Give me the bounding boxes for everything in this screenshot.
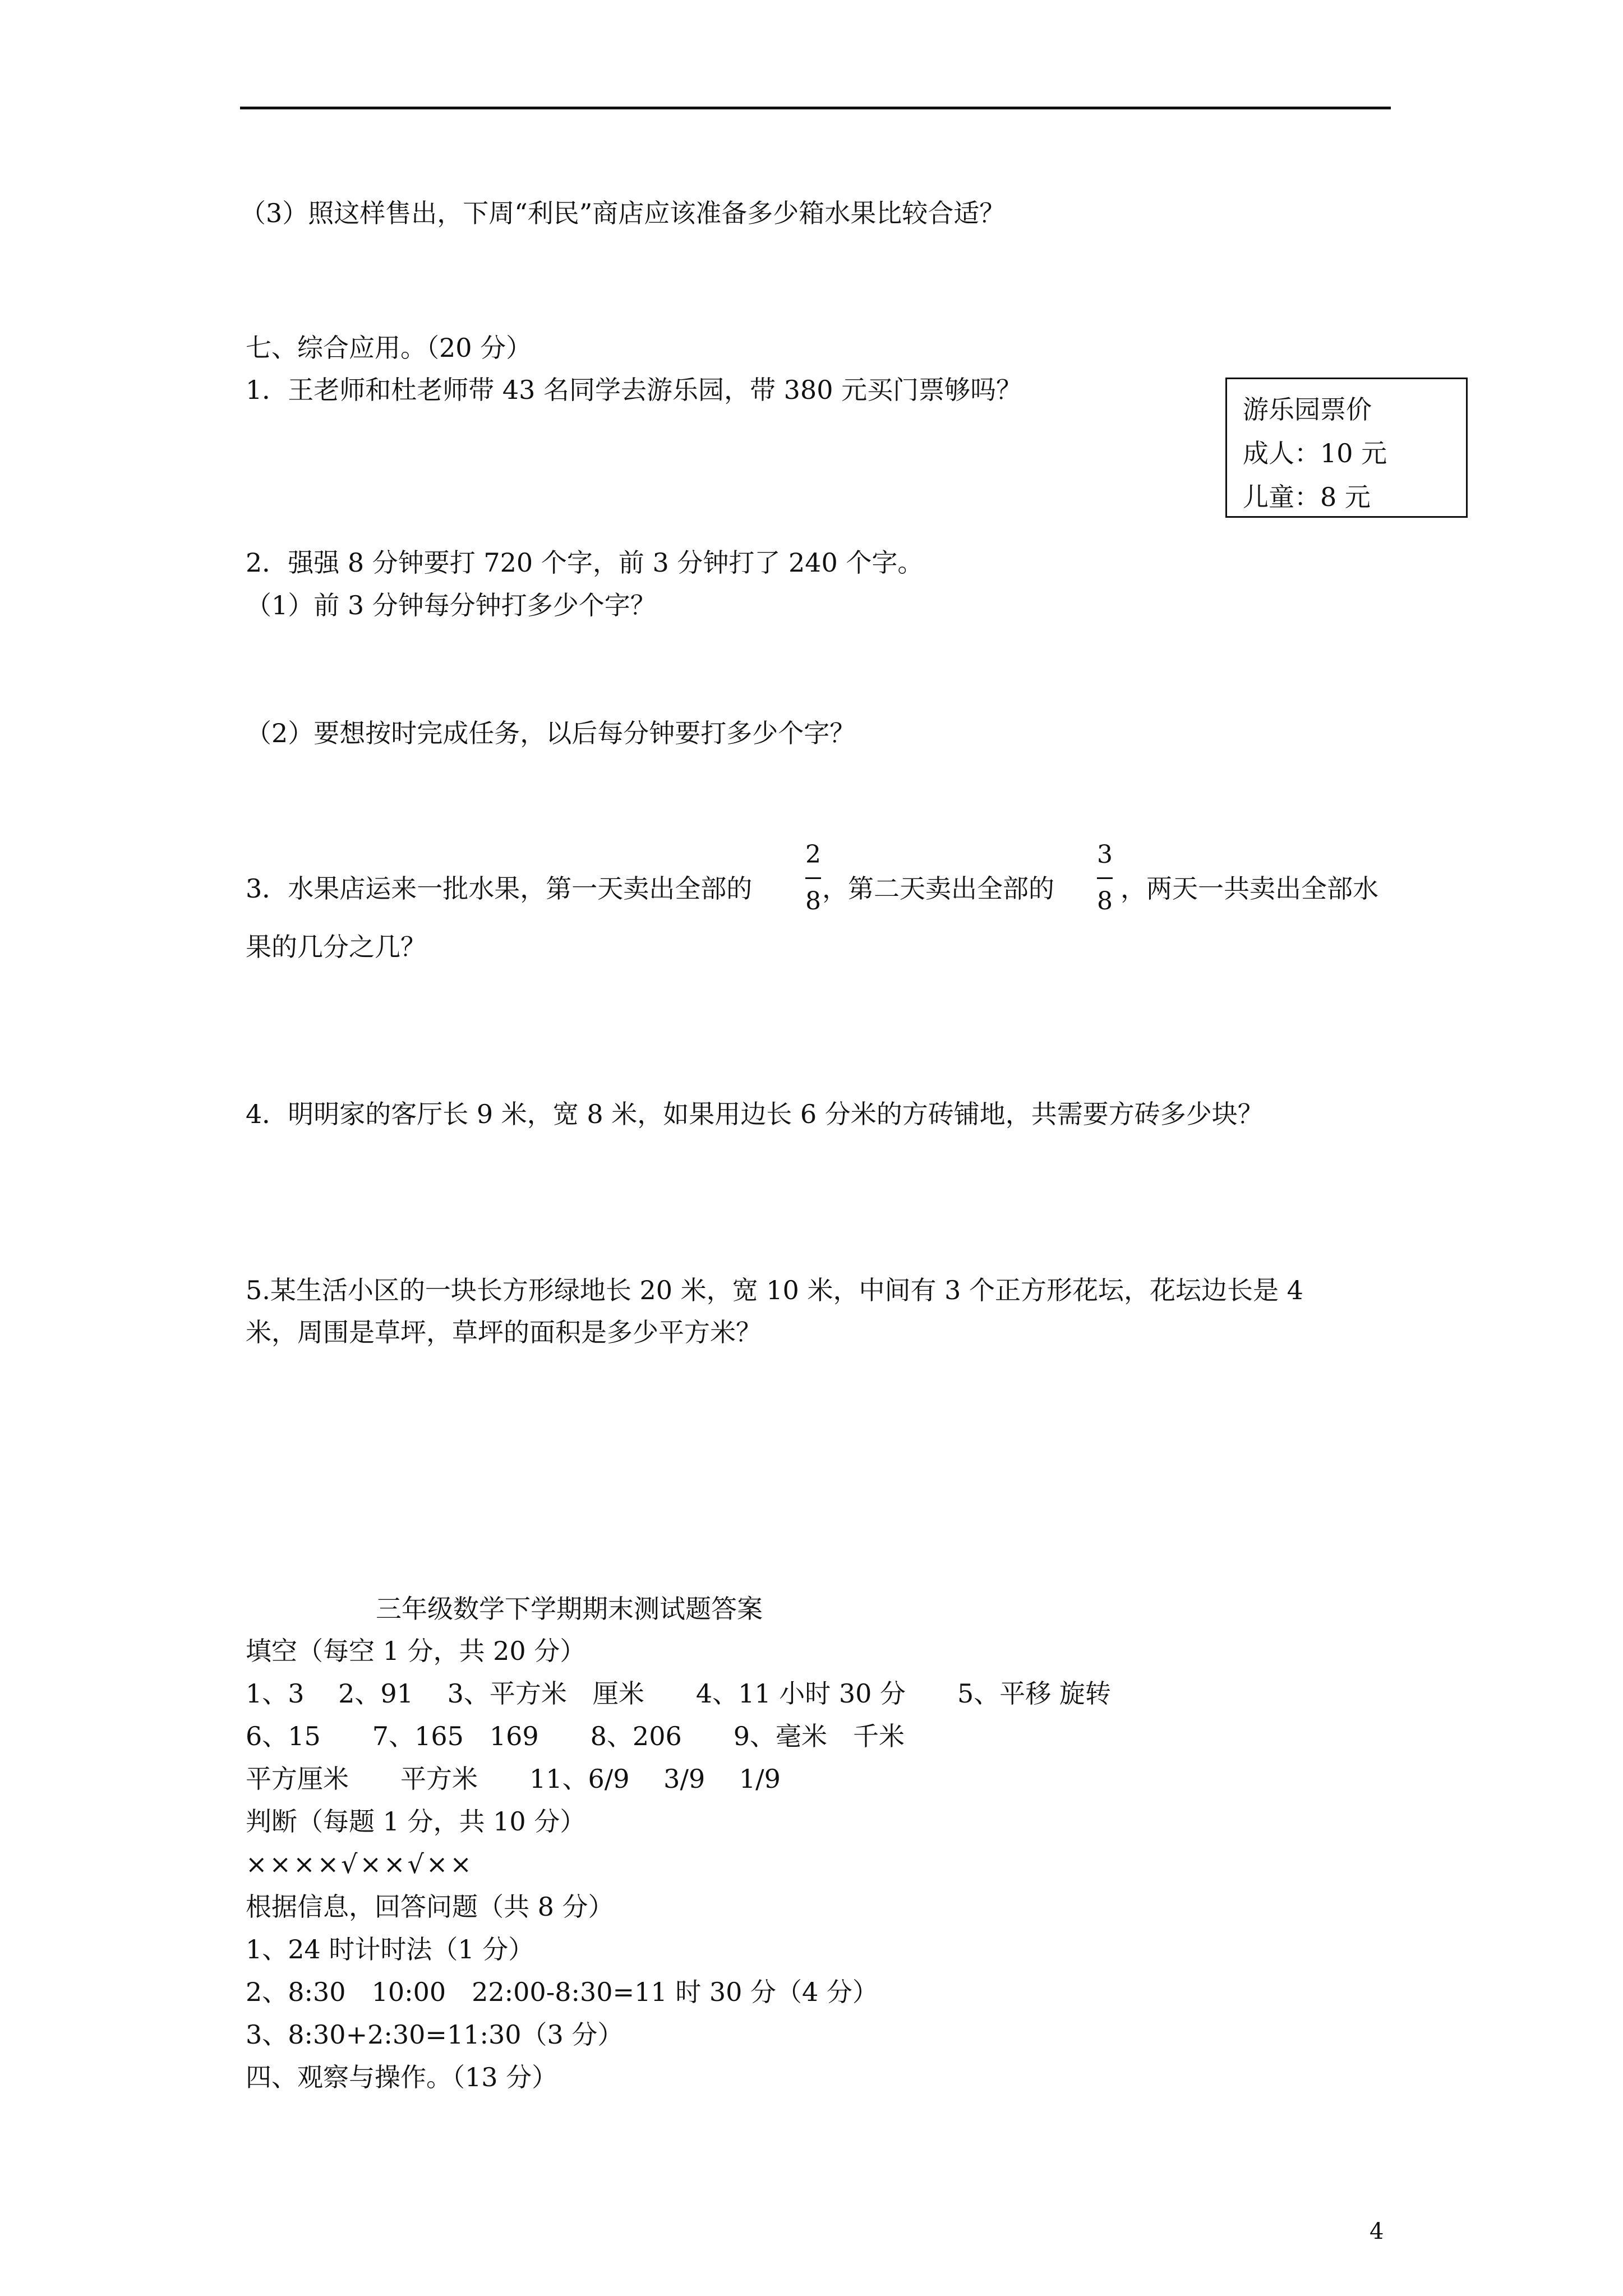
fraction-numerator: 3 <box>1097 840 1113 869</box>
fraction-3-8 <box>1097 840 1113 915</box>
question-3-part3: ，两天一共卖出全部水 <box>1121 873 1378 904</box>
price-adult: 成人：10 元 <box>1243 438 1387 468</box>
ticket-price-box <box>1225 378 1468 518</box>
fraction-bar <box>1097 877 1113 879</box>
price-child: 儿童：8 元 <box>1243 482 1371 512</box>
question-1: 1．王老师和杜老师带 43 名同学去游乐园，带 380 元买门票够吗？ <box>246 375 1022 405</box>
question-5-line1: 5.某生活小区的一块长方形绿地长 20 米，宽 10 米，中间有 3 个正方形花坛，花坛边长是 4 <box>246 1275 1303 1305</box>
answers-title: 三年级数学下学期期末测试题答案 <box>376 1594 763 1624</box>
fraction-numerator: 2 <box>805 840 821 869</box>
fraction-2-8 <box>805 840 821 915</box>
question-2: 2．强强 8 分钟要打 720 个字，前 3 分钟打了 240 个字。 <box>246 547 924 578</box>
question-2-2: （2）要想按时完成任务，以后每分钟要打多少个字？ <box>246 718 856 748</box>
answer-line: 6、15 7、165 169 8、206 9、毫米 千米 <box>246 1721 905 1751</box>
answer-line: 判断（每题 1 分，共 10 分） <box>246 1806 586 1837</box>
answer-line: ××××√××√×× <box>246 1849 474 1879</box>
question-5-line2: 米，周围是草坪，草坪的面积是多少平方米？ <box>246 1317 762 1347</box>
section-7-heading: 七、综合应用。（20 分） <box>246 333 532 363</box>
answer-line: 1、24 时计时法（1 分） <box>246 1934 534 1964</box>
answer-line: 四、观察与操作。（13 分） <box>246 2062 558 2092</box>
price-box-title: 游乐园票价 <box>1243 394 1372 425</box>
fraction-denominator: 8 <box>1097 887 1113 915</box>
answer-line: 3、8:30+2:30=11:30（3 分） <box>246 2019 624 2050</box>
question-3-line2: 果的几分之几？ <box>246 932 426 962</box>
question-3-part1: 3．水果店运来一批水果，第一天卖出全部的 <box>246 873 753 904</box>
answer-line: 1、3 2、91 3、平方米 厘米 4、11 小时 30 分 5、平移 旋转 <box>246 1678 1111 1709</box>
page-number: 4 <box>1370 2219 1384 2244</box>
header-rule <box>240 107 1391 109</box>
answer-line: 填空（每空 1 分，共 20 分） <box>246 1636 586 1666</box>
answer-line: 2、8:30 10:00 22:00-8:30=11 时 30 分（4 分） <box>246 1977 878 2007</box>
answer-line: 根据信息，回答问题（共 8 分） <box>246 1892 614 1922</box>
question-4: 4．明明家的客厅长 9 米，宽 8 米，如果用边长 6 分米的方砖铺地，共需要方砖多少块？ <box>246 1099 1264 1129</box>
fraction-denominator: 8 <box>805 887 821 915</box>
question-3-part2: ，第二天卖出全部的 <box>822 873 1054 904</box>
answer-line: 平方厘米 平方米 11、6/9 3/9 1/9 <box>246 1764 781 1794</box>
fraction-bar <box>805 877 821 879</box>
question-3-top: （3）照这样售出，下周“利民”商店应该准备多少箱水果比较合适？ <box>240 198 1006 228</box>
question-2-1: （1）前 3 分钟每分钟打多少个字？ <box>246 590 656 620</box>
